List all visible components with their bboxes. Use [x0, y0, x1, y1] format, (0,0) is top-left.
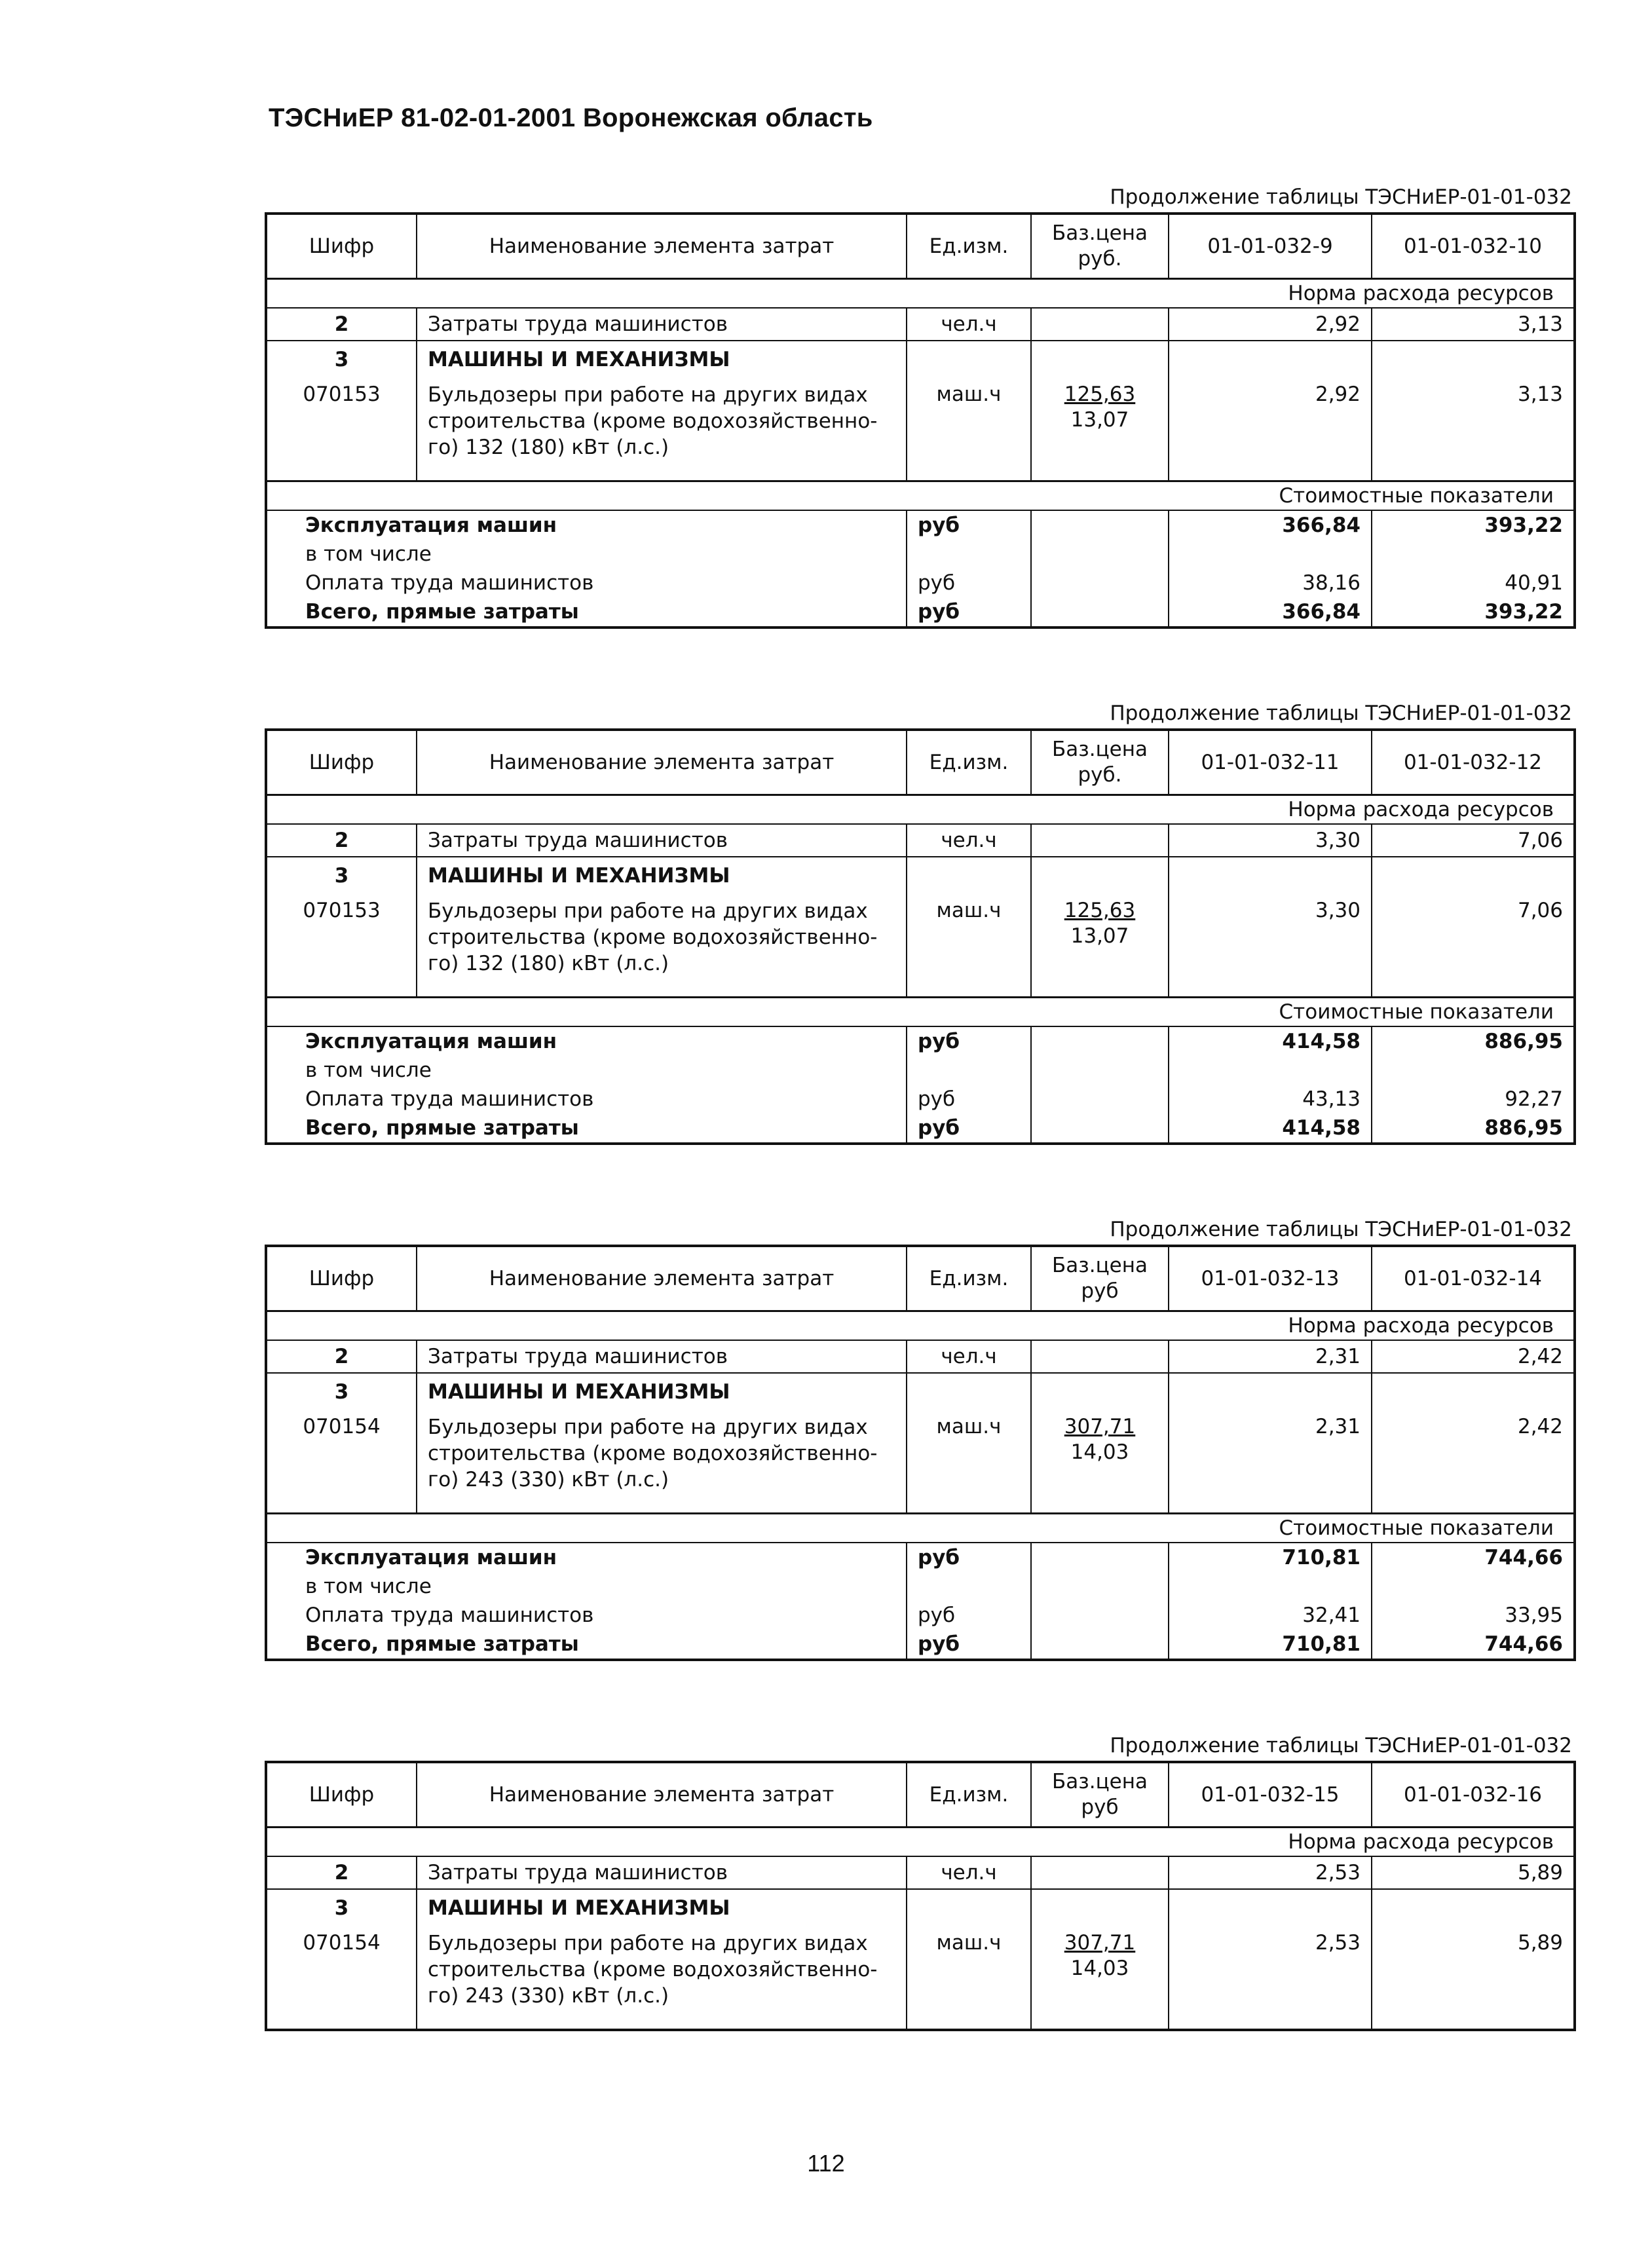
row-code: 3 [334, 863, 349, 888]
cost-row [266, 1630, 1575, 1660]
row-unit: чел.ч [907, 824, 1031, 857]
norm-band-label: Норма расхода ресурсов [266, 279, 1575, 309]
header-base-price: Баз.цена руб. [1031, 214, 1169, 279]
table-row [266, 308, 1575, 341]
row-value-b: 2,42 [1372, 1340, 1575, 1373]
cost-label: в том числе [305, 1058, 432, 1082]
cost-label: Всего, прямые затраты [305, 1116, 579, 1140]
row-unit: чел.ч [907, 1856, 1031, 1889]
continuation-caption: Продолжение таблицы ТЭСНиЕР-01-01-032 [1110, 185, 1572, 209]
header-unit: Ед.изм. [907, 214, 1031, 279]
cost-value-b: 886,95 [1372, 1114, 1575, 1144]
rate-table-4 [265, 1731, 1573, 2031]
cost-value-b: 886,95 [1372, 1026, 1575, 1056]
cost-value-b: 393,22 [1372, 510, 1575, 540]
cost-unit: руб [907, 1630, 1031, 1660]
cost-row [266, 1056, 1575, 1085]
page-number: 112 [807, 2150, 845, 2177]
cost-value-b: 744,66 [1372, 1630, 1575, 1660]
table-header-row [266, 214, 1575, 279]
machine-name: Бульдозеры при работе на других видах строительства (кроме водохозяйственно-го) 243 (330) кВт (л.с.) [417, 1410, 907, 1514]
cost-unit: руб [907, 1543, 1031, 1572]
cost-unit: руб [907, 597, 1031, 628]
machine-value-a: 2,53 [1169, 1926, 1372, 2030]
row-name: Затраты труда машинистов [417, 1340, 907, 1373]
cost-label: Оплата труда машинистов [305, 571, 594, 595]
price-top: 307,71 [1064, 1415, 1136, 1438]
machine-unit: маш.ч [907, 1926, 1031, 2030]
header-unit: Ед.изм. [907, 1762, 1031, 1828]
cost-value-b: 33,95 [1372, 1601, 1575, 1630]
row-name: МАШИНЫ И МЕХАНИЗМЫ [417, 1373, 907, 1410]
header-unit: Ед.изм. [907, 730, 1031, 795]
header-col-a: 01-01-032-11 [1169, 730, 1372, 795]
table-row [266, 1340, 1575, 1373]
row-value-b: 5,89 [1372, 1856, 1575, 1889]
header-col-b: 01-01-032-16 [1372, 1762, 1575, 1828]
price-top: 307,71 [1064, 1931, 1136, 1955]
machine-code: 070153 [303, 383, 381, 406]
cost-unit: руб [907, 1085, 1031, 1114]
header-code: Шифр [266, 214, 417, 279]
header-col-b: 01-01-032-12 [1372, 730, 1575, 795]
cost-label: Эксплуатация машин [305, 513, 557, 537]
table-row [266, 894, 1575, 998]
table-row [266, 1889, 1575, 1926]
cost-row [266, 569, 1575, 597]
row-value-a: 2,53 [1169, 1856, 1372, 1889]
cost-unit: руб [907, 1026, 1031, 1056]
cost-value-b: 92,27 [1372, 1085, 1575, 1114]
rate-table [265, 728, 1576, 1145]
cost-row [266, 1085, 1575, 1114]
rate-table-2 [265, 698, 1573, 1145]
row-name: Затраты труда машинистов [417, 1856, 907, 1889]
document-title: ТЭСНиЕР 81-02-01-2001 Воронежская область [269, 103, 873, 132]
continuation-caption: Продолжение таблицы ТЭСНиЕР-01-01-032 [1110, 1218, 1572, 1241]
cost-label: Эксплуатация машин [305, 1029, 557, 1053]
row-value-a: 2,31 [1169, 1340, 1372, 1373]
header-unit: Ед.изм. [907, 1246, 1031, 1311]
header-col-a: 01-01-032-13 [1169, 1246, 1372, 1311]
cost-label: в том числе [305, 1574, 432, 1598]
machine-value-b: 7,06 [1372, 894, 1575, 998]
table-row [266, 1856, 1575, 1889]
row-name: МАШИНЫ И МЕХАНИЗМЫ [417, 341, 907, 378]
header-col-a: 01-01-032-9 [1169, 214, 1372, 279]
row-unit: чел.ч [907, 308, 1031, 341]
machine-value-b: 5,89 [1372, 1926, 1575, 2030]
continuation-caption: Продолжение таблицы ТЭСНиЕР-01-01-032 [1110, 1734, 1572, 1757]
row-code: 2 [266, 1856, 417, 1889]
cost-value-b: 393,22 [1372, 597, 1575, 628]
cost-band-label: Стоимостные показатели [266, 481, 1575, 511]
cost-label: Оплата труда машинистов [305, 1603, 594, 1627]
machine-unit: маш.ч [907, 894, 1031, 998]
header-name: Наименование элемента затрат [417, 1246, 907, 1311]
header-col-b: 01-01-032-10 [1372, 214, 1575, 279]
header-code: Шифр [266, 1762, 417, 1828]
header-name: Наименование элемента затрат [417, 730, 907, 795]
row-code: 2 [266, 824, 417, 857]
cost-value-a: 366,84 [1169, 510, 1372, 540]
machine-unit: маш.ч [907, 378, 1031, 481]
machine-code: 070154 [303, 1415, 381, 1438]
cost-value-a: 414,58 [1169, 1026, 1372, 1056]
cost-value-a: 38,16 [1169, 569, 1372, 597]
rate-table [265, 212, 1576, 629]
table-header-row [266, 1762, 1575, 1828]
header-col-a: 01-01-032-15 [1169, 1762, 1372, 1828]
machine-code: 070153 [303, 899, 381, 922]
header-base-price: Баз.цена руб [1031, 1762, 1169, 1828]
row-base-price [1031, 308, 1169, 341]
table-row [266, 857, 1575, 894]
machine-value-a: 2,31 [1169, 1410, 1372, 1514]
cost-row [266, 1572, 1575, 1601]
price-top: 125,63 [1064, 383, 1136, 406]
row-base-price [1031, 824, 1169, 857]
row-value-a: 2,92 [1169, 308, 1372, 341]
cost-value-a: 32,41 [1169, 1601, 1372, 1630]
row-code: 3 [334, 347, 349, 371]
rate-table [265, 1245, 1576, 1661]
row-base-price [1031, 1340, 1169, 1373]
cost-row [266, 1114, 1575, 1144]
rate-table-1 [265, 182, 1573, 629]
continuation-caption: Продолжение таблицы ТЭСНиЕР-01-01-032 [1110, 702, 1572, 725]
header-code: Шифр [266, 1246, 417, 1311]
cost-band-label: Стоимостные показатели [266, 1514, 1575, 1543]
row-code: 2 [266, 308, 417, 341]
table-row [266, 1410, 1575, 1514]
header-base-price: Баз.цена руб. [1031, 730, 1169, 795]
cost-label: Всего, прямые затраты [305, 599, 579, 624]
cost-row [266, 597, 1575, 628]
table-row [266, 824, 1575, 857]
machine-base-price [1031, 1410, 1169, 1514]
cost-value-a: 366,84 [1169, 597, 1372, 628]
row-value-a: 3,30 [1169, 824, 1372, 857]
price-bottom: 14,03 [1070, 1956, 1129, 1980]
row-name: МАШИНЫ И МЕХАНИЗМЫ [417, 857, 907, 894]
machine-base-price [1031, 894, 1169, 998]
table-row [266, 1926, 1575, 2030]
machine-value-a: 2,92 [1169, 378, 1372, 481]
cost-unit: руб [907, 510, 1031, 540]
cost-value-b: 744,66 [1372, 1543, 1575, 1572]
machine-base-price [1031, 378, 1169, 481]
cost-row [266, 510, 1575, 540]
row-code: 3 [334, 1896, 349, 1920]
machine-value-b: 2,42 [1372, 1410, 1575, 1514]
row-unit: чел.ч [907, 1340, 1031, 1373]
cost-unit: руб [907, 1114, 1031, 1144]
price-bottom: 14,03 [1070, 1440, 1129, 1464]
cost-label: Эксплуатация машин [305, 1545, 557, 1569]
machine-value-b: 3,13 [1372, 378, 1575, 481]
norm-band-label: Норма расхода ресурсов [266, 1828, 1575, 1857]
cost-label: Всего, прямые затраты [305, 1632, 579, 1656]
row-name: Затраты труда машинистов [417, 308, 907, 341]
table-row [266, 1373, 1575, 1410]
cost-row [266, 1026, 1575, 1056]
rate-table-3 [265, 1214, 1573, 1661]
cost-label: в том числе [305, 542, 432, 566]
table-header-row [266, 730, 1575, 795]
header-base-price: Баз.цена руб [1031, 1246, 1169, 1311]
machine-code: 070154 [303, 1931, 381, 1955]
price-bottom: 13,07 [1070, 924, 1129, 948]
row-value-b: 3,13 [1372, 308, 1575, 341]
price-bottom: 13,07 [1070, 407, 1129, 432]
machine-base-price [1031, 1926, 1169, 2030]
header-name: Наименование элемента затрат [417, 214, 907, 279]
row-code: 2 [266, 1340, 417, 1373]
cost-value-a: 414,58 [1169, 1114, 1372, 1144]
cost-band-label: Стоимостные показатели [266, 998, 1575, 1027]
table-row [266, 341, 1575, 378]
rate-table [265, 1761, 1576, 2031]
cost-unit: руб [907, 1601, 1031, 1630]
header-name: Наименование элемента затрат [417, 1762, 907, 1828]
cost-row [266, 1543, 1575, 1572]
norm-band-label: Норма расхода ресурсов [266, 795, 1575, 825]
machine-name: Бульдозеры при работе на других видах строительства (кроме водохозяйственно-го) 243 (330) кВт (л.с.) [417, 1926, 907, 2030]
cost-unit: руб [907, 569, 1031, 597]
row-base-price [1031, 1856, 1169, 1889]
table-header-row [266, 1246, 1575, 1311]
cost-row [266, 540, 1575, 569]
row-name: МАШИНЫ И МЕХАНИЗМЫ [417, 1889, 907, 1926]
table-row [266, 378, 1575, 481]
machine-unit: маш.ч [907, 1410, 1031, 1514]
machine-value-a: 3,30 [1169, 894, 1372, 998]
norm-band-label: Норма расхода ресурсов [266, 1311, 1575, 1341]
cost-label: Оплата труда машинистов [305, 1087, 594, 1111]
cost-value-b: 40,91 [1372, 569, 1575, 597]
row-code: 3 [334, 1379, 349, 1404]
header-col-b: 01-01-032-14 [1372, 1246, 1575, 1311]
row-value-b: 7,06 [1372, 824, 1575, 857]
header-code: Шифр [266, 730, 417, 795]
cost-value-a: 710,81 [1169, 1630, 1372, 1660]
price-top: 125,63 [1064, 899, 1136, 922]
cost-value-a: 43,13 [1169, 1085, 1372, 1114]
machine-name: Бульдозеры при работе на других видах строительства (кроме водохозяйственно-го) 132 (180) кВт (л.с.) [417, 378, 907, 481]
machine-name: Бульдозеры при работе на других видах строительства (кроме водохозяйственно-го) 132 (180) кВт (л.с.) [417, 894, 907, 998]
cost-value-a: 710,81 [1169, 1543, 1372, 1572]
cost-row [266, 1601, 1575, 1630]
row-name: Затраты труда машинистов [417, 824, 907, 857]
